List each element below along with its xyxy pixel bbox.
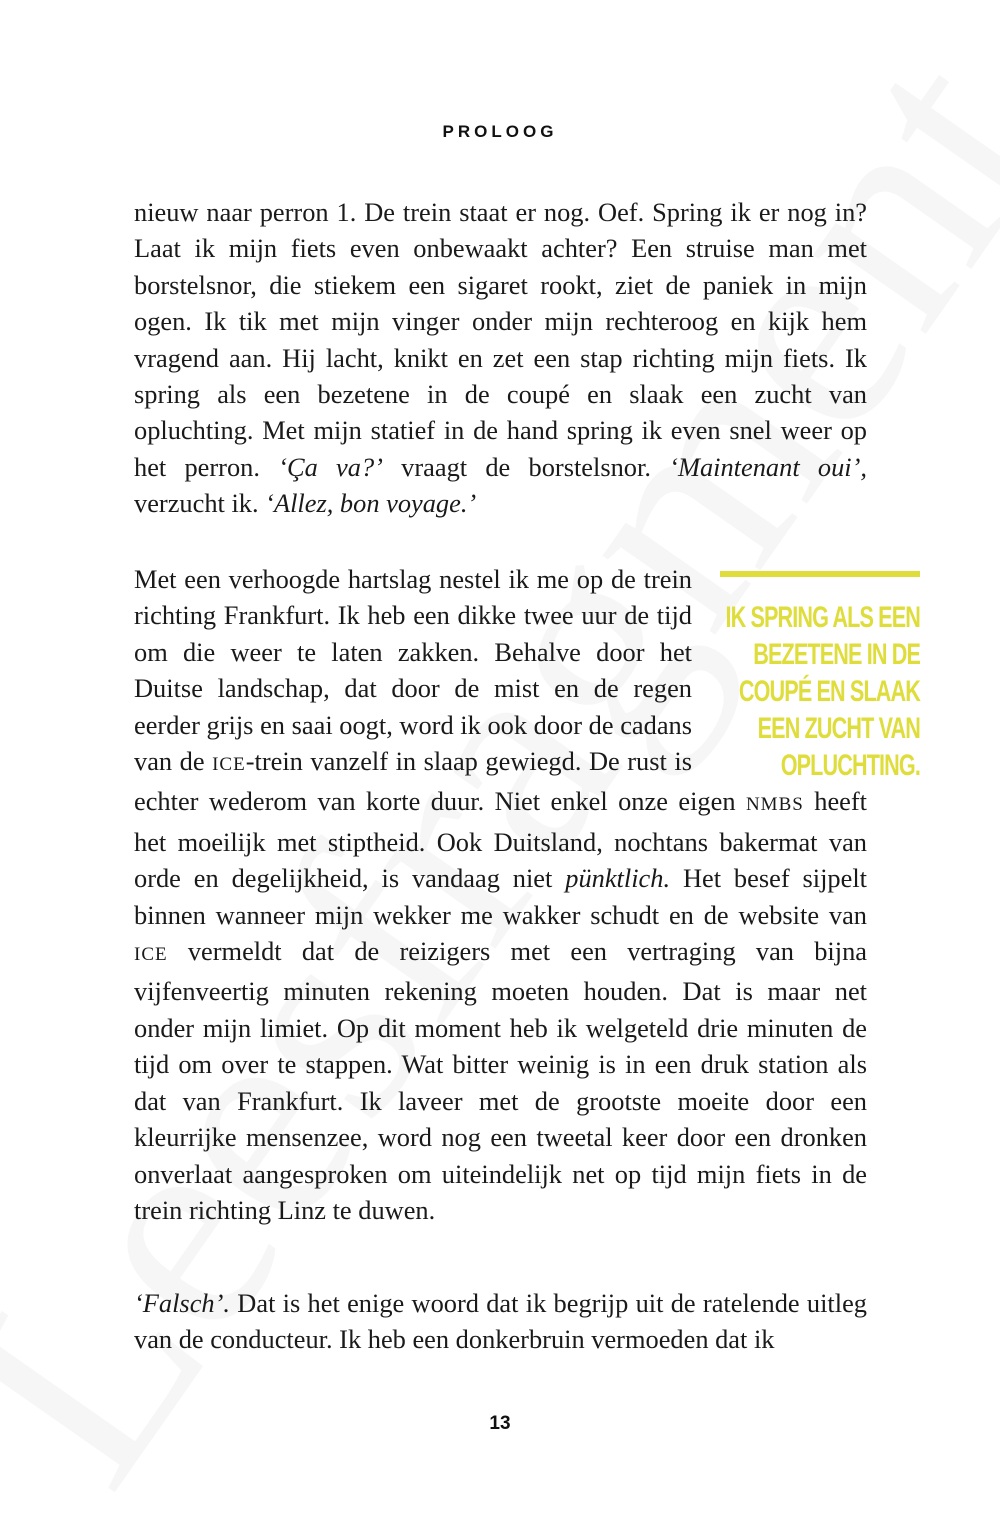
paragraph-1: nieuw naar perron 1. De trein staat er nog. Oef. Spring ik er nog in? Laat ik mijn fiets even onbewaakt achter? Een struise man met borstelsnor, die stiekem een sigaret rookt, ziet de paniek in mijn ogen. Ik tik met mijn vinger onder mijn rechteroog en kijk hem vragend aan. Hij lacht, knikt en zet een stap richting mijn fiets. Ik spring als een bezetene in de coupé en slaak een zucht van opluchting. Met mijn statief in de hand spring ik even snel weer op het perron. ‘Ça va?’ vraagt de borstelsnor. ‘Maintenant oui’, verzucht ik. ‘Allez, bon voyage.’ (134, 197, 867, 519)
paragraph-3: ‘Falsch’. Dat is het enige woord dat ik begrijp uit de ratelende uitleg van de conducteur. Ik heb een donkerbruin vermoeden dat ik (134, 1288, 867, 1355)
page-number: 13 (489, 1413, 511, 1434)
pull-quote-text: IK SPRING ALS EEN BEZETENE IN DE COUPÉ EN SLAAK EEN ZUCHT VAN OPLUCHTING. (725, 601, 920, 782)
pull-quote-rule (720, 571, 920, 577)
running-header: PROLOOG (442, 122, 558, 141)
paragraph-2: Met een verhoogde hartslag nestel ik me op de trein richting Frankfurt. Ik heb een dikke twee uur de tijd om die weer te laten zakken. Behalve door het Duitse landschap, dat door de mist en de regen eerder grijs en saai oogt, word ik ook door de cadans van de ICE-trein vanzelf in slaap gewiegd. De rust is echter wederom van korte duur. Niet enkel onze eigen NMBS heeft het moeilijk met stiptheid. Ook Duitsland, nochtans bakermat van orde en degelijkheid, is vandaag niet pünktlich. Het besef sijpelt binnen wanneer mijn wekker me wakker schudt en de website van ICE vermeldt dat de reizigers met een vertraging van bijna vijfenveertig minuten rekening moeten houden. Dat is maar net onder mijn limiet. Op dit moment heb ik welgeteld drie minuten de tijd om over te stappen. Wat bitter weinig is in een druk station als dat van Frankfurt. Ik laveer met de grootste moeite door een kleurrijke mensenzee, word nog een tweetal keer door een dronken onverlaat aangesproken om uiteindelijk net op tijd mijn fiets in de trein richting Linz te duwen. (134, 564, 868, 1225)
pull-quote (720, 571, 920, 784)
